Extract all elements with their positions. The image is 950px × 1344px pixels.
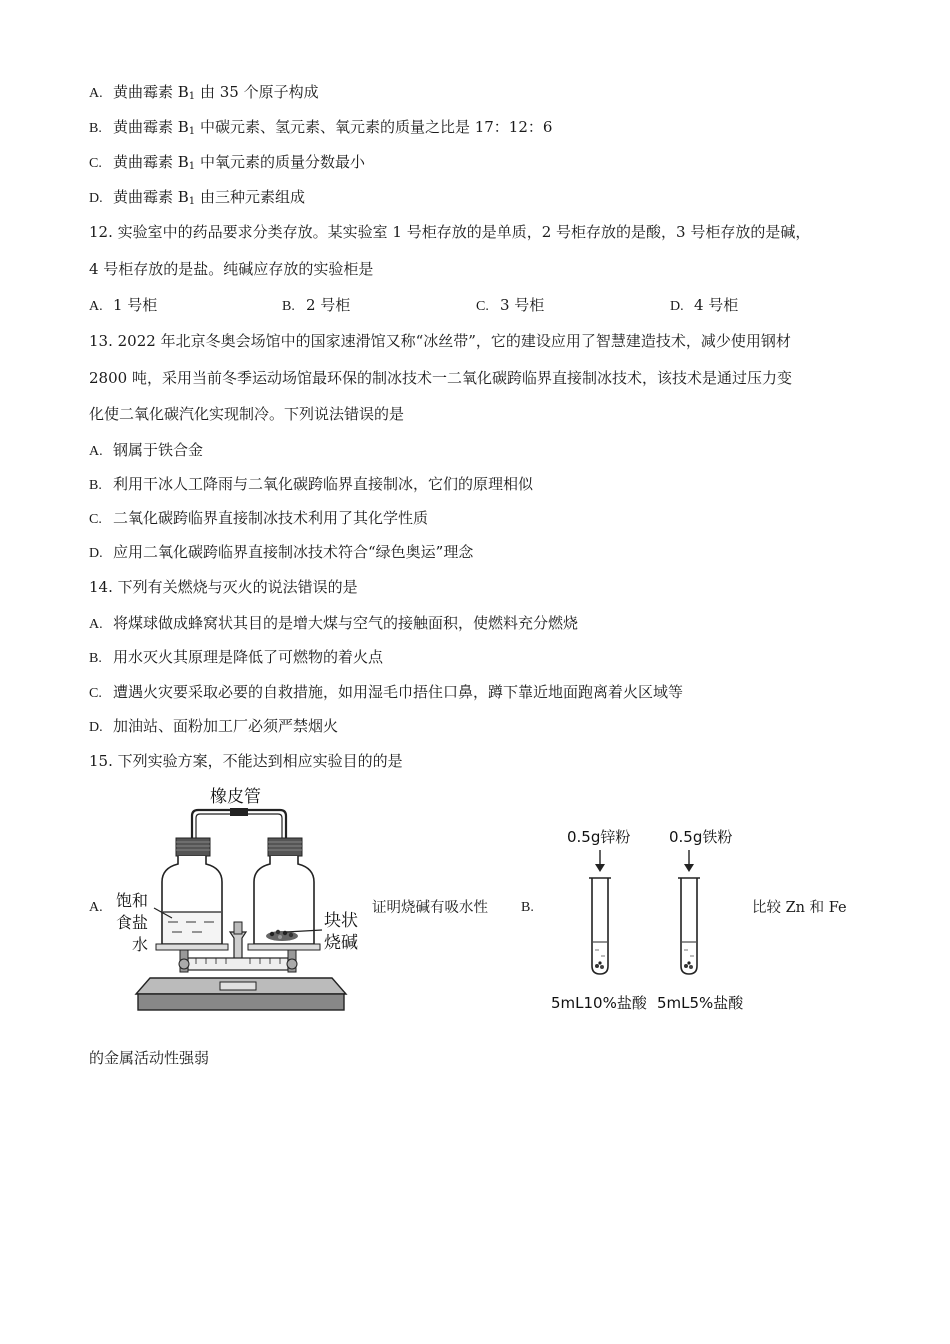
tube2-top-label: 0.5g铁粉 bbox=[669, 828, 733, 846]
q13-stem-line2: 2800 吨，采用当前冬季运动场馆最环保的制冰技术一二氧化碳跨临界直接制冰技术，该技术是通过压力变 bbox=[89, 369, 792, 387]
q13-option-b bbox=[89, 474, 533, 496]
figure-a-balance-apparatus bbox=[110, 782, 372, 1014]
q13-stem-line1: 13. 2022 年北京冬奥会场馆中的国家速滑馆又称“冰丝带”，它的建设应用了智慧建造技术，减少使用钢材 bbox=[89, 332, 791, 350]
option-letter: C. bbox=[89, 156, 102, 171]
option-text-pre: 黄曲霉素 B bbox=[113, 83, 189, 101]
option-letter: A. bbox=[89, 444, 103, 459]
q14-option-c bbox=[89, 682, 683, 704]
q15-option-b-continuation: 的金属活动性强弱 bbox=[89, 1049, 210, 1067]
option-letter: D. bbox=[89, 191, 103, 206]
option-letter: D. bbox=[89, 720, 103, 735]
option-text-post: 由三种元素组成 bbox=[195, 188, 305, 206]
right-label-line2: 烧碱 bbox=[324, 933, 358, 953]
option-text: 钢属于铁合金 bbox=[113, 441, 204, 459]
option-text-post: 中氧元素的质量分数最小 bbox=[195, 153, 365, 171]
option-letter: C. bbox=[476, 299, 489, 314]
option-text: 用水灭火其原理是降低了可燃物的着火点 bbox=[113, 648, 384, 666]
subscript: 1 bbox=[188, 196, 196, 207]
option-letter: A. bbox=[89, 299, 103, 314]
option-text-post: 中碳元素、氢元素、氧元素的质量之比是 17：12：6 bbox=[195, 118, 553, 136]
q13-option-a bbox=[89, 440, 203, 462]
q15-option-a-text: 证明烧碱有吸水性 bbox=[372, 900, 488, 916]
q12-option-d bbox=[670, 295, 738, 317]
left-label-line1: 饱和 bbox=[116, 891, 149, 910]
q13-option-c bbox=[89, 508, 428, 530]
q14-option-a bbox=[89, 613, 578, 635]
left-label-line2: 食盐 bbox=[116, 913, 149, 932]
option-text: 应用二氧化碳跨临界直接制冰技术符合“绿色奥运”理念 bbox=[113, 543, 474, 561]
q11-option-c bbox=[89, 152, 365, 177]
q14-option-d bbox=[89, 716, 338, 738]
option-letter: A. bbox=[89, 617, 103, 632]
option-text-pre: 黄曲霉素 B bbox=[113, 118, 189, 136]
left-label-line3: 水 bbox=[132, 935, 149, 954]
option-text: 3 号柜 bbox=[500, 296, 545, 314]
option-text: 利用干冰人工降雨与二氧化碳跨临界直接制冰，它们的原理相似 bbox=[113, 475, 534, 493]
q15-option-a-letter: A. bbox=[89, 900, 103, 915]
q13-option-d bbox=[89, 542, 473, 564]
option-letter: C. bbox=[89, 686, 102, 701]
option-text: 二氧化碳跨临界直接制冰技术利用了其化学性质 bbox=[113, 509, 429, 527]
q15-option-b-letter: B. bbox=[521, 900, 534, 915]
tube1-bottom-label: 5mL10%盐酸 bbox=[551, 994, 647, 1012]
tube2-bottom-label: 5mL5%盐酸 bbox=[657, 994, 744, 1012]
right-label-line1: 块状 bbox=[324, 911, 358, 931]
subscript: 1 bbox=[188, 91, 196, 102]
q15-option-b-text: 比较 Zn 和 Fe bbox=[752, 900, 847, 916]
q11-option-a bbox=[89, 82, 319, 107]
q12-option-c bbox=[476, 295, 544, 317]
option-text: 1 号柜 bbox=[113, 296, 158, 314]
option-letter: C. bbox=[89, 512, 102, 527]
q12-stem-line1: 12. 实验室中的药品要求分类存放。某实验室 1 号柜存放的是单质，2 号柜存放的是酸，3 号柜存放的是碱， bbox=[89, 223, 811, 241]
subscript: 1 bbox=[188, 161, 196, 172]
tube-label: 橡皮管 bbox=[210, 787, 261, 807]
option-text-pre: 黄曲霉素 B bbox=[113, 153, 189, 171]
option-letter: B. bbox=[89, 478, 102, 493]
option-letter: B. bbox=[282, 299, 295, 314]
option-text-post: 由 35 个原子构成 bbox=[195, 83, 319, 101]
option-letter: B. bbox=[89, 651, 102, 666]
figure-b-test-tubes bbox=[545, 820, 755, 1018]
tube1-top-label: 0.5g锌粉 bbox=[567, 828, 631, 846]
option-text-pre: 黄曲霉素 B bbox=[113, 188, 189, 206]
option-text: 将煤球做成蜂窝状其目的是增大煤与空气的接触面积，使燃料充分燃烧 bbox=[113, 614, 579, 632]
q11-option-b bbox=[89, 117, 552, 142]
option-text: 2 号柜 bbox=[306, 296, 351, 314]
option-letter: D. bbox=[89, 546, 103, 561]
q14-stem: 14. 下列有关燃烧与灭火的说法错误的是 bbox=[89, 578, 358, 596]
q12-stem-line2: 4 号柜存放的是盐。纯碱应存放的实验柜是 bbox=[89, 260, 374, 278]
option-text: 加油站、面粉加工厂必须严禁烟火 bbox=[113, 717, 339, 735]
q13-stem-line3: 化使二氧化碳汽化实现制冷。下列说法错误的是 bbox=[89, 405, 405, 423]
option-letter: A. bbox=[89, 86, 103, 101]
option-letter: B. bbox=[89, 121, 102, 136]
q11-option-d bbox=[89, 187, 305, 212]
q14-option-b bbox=[89, 647, 383, 669]
option-letter: D. bbox=[670, 299, 684, 314]
subscript: 1 bbox=[188, 126, 196, 137]
option-text: 4 号柜 bbox=[694, 296, 739, 314]
q12-option-a bbox=[89, 295, 157, 317]
q12-option-b bbox=[282, 295, 350, 317]
option-text: 遭遇火灾要采取必要的自救措施，如用湿毛巾捂住口鼻，蹲下靠近地面跑离着火区域等 bbox=[113, 683, 684, 701]
q15-stem: 15. 下列实验方案，不能达到相应实验目的的是 bbox=[89, 752, 403, 770]
